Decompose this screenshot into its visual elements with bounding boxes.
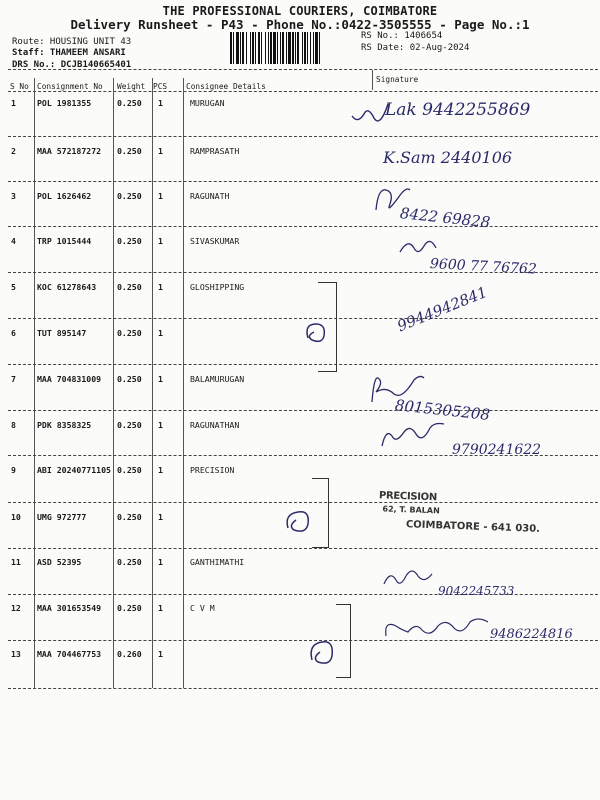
row-divider [8, 364, 598, 365]
row-2-consignment: MAA 572187272 [37, 146, 102, 156]
signature-row-3: 8422 69828 [399, 204, 492, 232]
row-3-sno: 3 [11, 191, 16, 201]
row-7-pcs: 1 [158, 374, 163, 384]
row-12-sno: 12 [11, 603, 21, 613]
row-6-consignment: TUT 895147 [37, 328, 87, 338]
column-separator [152, 78, 153, 688]
row-7-sno: 7 [11, 374, 16, 384]
row-6-pcs: 1 [158, 328, 163, 338]
row-4-pcs: 1 [158, 236, 163, 246]
column-separator [183, 78, 184, 688]
row-2-pcs: 1 [158, 146, 163, 156]
row-4-consignment: TRP 1015444 [37, 236, 92, 246]
row-divider [8, 181, 598, 182]
row-4-weight: 0.250 [117, 236, 142, 246]
row-12-pcs: 1 [158, 603, 163, 613]
bracket-mark [312, 478, 329, 548]
column-separator [34, 78, 35, 688]
col-header-details: Consignee Details [186, 82, 266, 91]
row-divider [8, 226, 598, 227]
row-9-weight: 0.250 [117, 465, 142, 475]
row-4-consignee: SIVASKUMAR [190, 236, 240, 246]
row-3-weight: 0.250 [117, 191, 142, 201]
row-3-consignee: RAGUNATH [190, 191, 230, 201]
row-1-pcs: 1 [158, 98, 163, 108]
bracket-mark [336, 604, 351, 678]
row-9-consignee: PRECISION [190, 465, 235, 475]
row-divider [8, 410, 598, 411]
row-5-sno: 5 [11, 282, 16, 292]
row-10-weight: 0.250 [117, 512, 142, 522]
column-separator [372, 70, 373, 90]
row-7-consignment: MAA 704831009 [37, 374, 102, 384]
row-10-pcs: 1 [158, 512, 163, 522]
signature-row-1: Lak 9442255869 [385, 100, 531, 120]
row-divider [8, 136, 598, 137]
row-8-weight: 0.250 [117, 420, 142, 430]
row-13-pcs: 1 [158, 649, 163, 659]
stamp-line-1: PRECISION [378, 490, 438, 504]
row-12-consignment: MAA 301653549 [37, 603, 102, 613]
signature-row-2: K.Sam 2440106 [383, 148, 513, 167]
drs-number: DRS No.: DCJB140665401 [12, 60, 132, 70]
row-7-consignee: BALAMURUGAN [190, 374, 245, 384]
row-5-consignee: GLOSHIPPING [190, 282, 245, 292]
signature-row-8: 9790241622 [452, 442, 542, 458]
row-6-sno: 6 [11, 328, 16, 338]
row-8-consignment: PDK 8358325 [37, 420, 92, 430]
row-9-pcs: 1 [158, 465, 163, 475]
rs-number: RS No.: 1406654 [361, 31, 443, 41]
row-8-sno: 8 [11, 420, 16, 430]
col-header-pcs: PCS [153, 82, 168, 91]
row-12-consignee: C V M [190, 603, 215, 613]
row-9-consignment: ABI 20240771105 [37, 465, 111, 475]
signature-scribble [306, 636, 340, 668]
row-13-sno: 13 [11, 649, 21, 659]
column-header-divider [8, 91, 598, 92]
col-header-sno: S No [10, 82, 29, 91]
company-title: THE PROFESSIONAL COURIERS, COIMBATORE [162, 4, 438, 18]
row-10-sno: 10 [11, 512, 21, 522]
row-3-pcs: 1 [158, 191, 163, 201]
row-5-weight: 0.250 [117, 282, 142, 292]
signature-row-7: 8015305208 [394, 396, 491, 424]
col-header-consignment: Consignment No [37, 82, 103, 91]
signature-scribble [380, 566, 440, 592]
signature-row-6: 9944942841 [394, 282, 490, 336]
barcode [230, 32, 355, 64]
row-12-weight: 0.250 [117, 603, 142, 613]
row-5-pcs: 1 [158, 282, 163, 292]
signature-scribble [350, 98, 390, 128]
stamp-line-3: COIMBATORE - 641 030. [405, 519, 541, 535]
row-5-consignment: KOC 61278643 [37, 282, 97, 292]
signature-row-4: 9600 77 76762 [429, 256, 538, 278]
row-7-weight: 0.250 [117, 374, 142, 384]
row-13-consignment: MAA 704467753 [37, 649, 102, 659]
row-10-consignment: UMG 972777 [37, 512, 87, 522]
stamp-line-2: 62, T. BALAN [382, 504, 440, 516]
staff-label: Staff: THAMEEM ANSARI [12, 48, 126, 58]
row-2-weight: 0.250 [117, 146, 142, 156]
row-11-consignee: GANTHIMATHI [190, 557, 245, 567]
row-2-sno: 2 [11, 146, 16, 156]
row-8-pcs: 1 [158, 420, 163, 430]
row-6-weight: 0.250 [117, 328, 142, 338]
row-11-sno: 11 [11, 557, 21, 567]
header-divider [8, 69, 598, 70]
signature-scribble [378, 418, 448, 454]
row-1-consignee: MURUGAN [190, 98, 225, 108]
row-4-sno: 4 [11, 236, 16, 246]
col-header-signature: Signature [376, 75, 419, 84]
row-11-weight: 0.250 [117, 557, 142, 567]
signature-scribble [382, 618, 492, 648]
col-header-weight: Weight [117, 82, 146, 91]
column-separator [113, 78, 114, 688]
signature-scribble [398, 236, 438, 260]
runsheet-title: Delivery Runsheet - P43 - Phone No.:0422-3505555 - Page No.:1 [70, 17, 530, 32]
row-2-consignee: RAMPRASATH [190, 146, 240, 156]
row-1-weight: 0.250 [117, 98, 142, 108]
row-1-consignment: POL 1981355 [37, 98, 92, 108]
company-stamp [377, 490, 594, 557]
signature-scribble [372, 180, 412, 220]
signature-row-12: 9486224816 [490, 627, 573, 642]
rs-date: RS Date: 02-Aug-2024 [361, 43, 470, 53]
row-3-consignment: POL 1626462 [37, 191, 92, 201]
row-8-consignee: RAGUNATHAN [190, 420, 240, 430]
signature-scribble [368, 370, 428, 410]
row-11-pcs: 1 [158, 557, 163, 567]
row-divider [8, 688, 598, 689]
row-9-sno: 9 [11, 465, 16, 475]
signature-scribble [282, 506, 316, 536]
row-11-consignment: ASD 52395 [37, 557, 82, 567]
route-label: Route: HOUSING UNIT 43 [12, 37, 132, 47]
row-13-weight: 0.260 [117, 649, 142, 659]
row-1-sno: 1 [11, 98, 16, 108]
bracket-mark [318, 282, 337, 372]
signature-row-11: 9042245733 [438, 584, 515, 598]
